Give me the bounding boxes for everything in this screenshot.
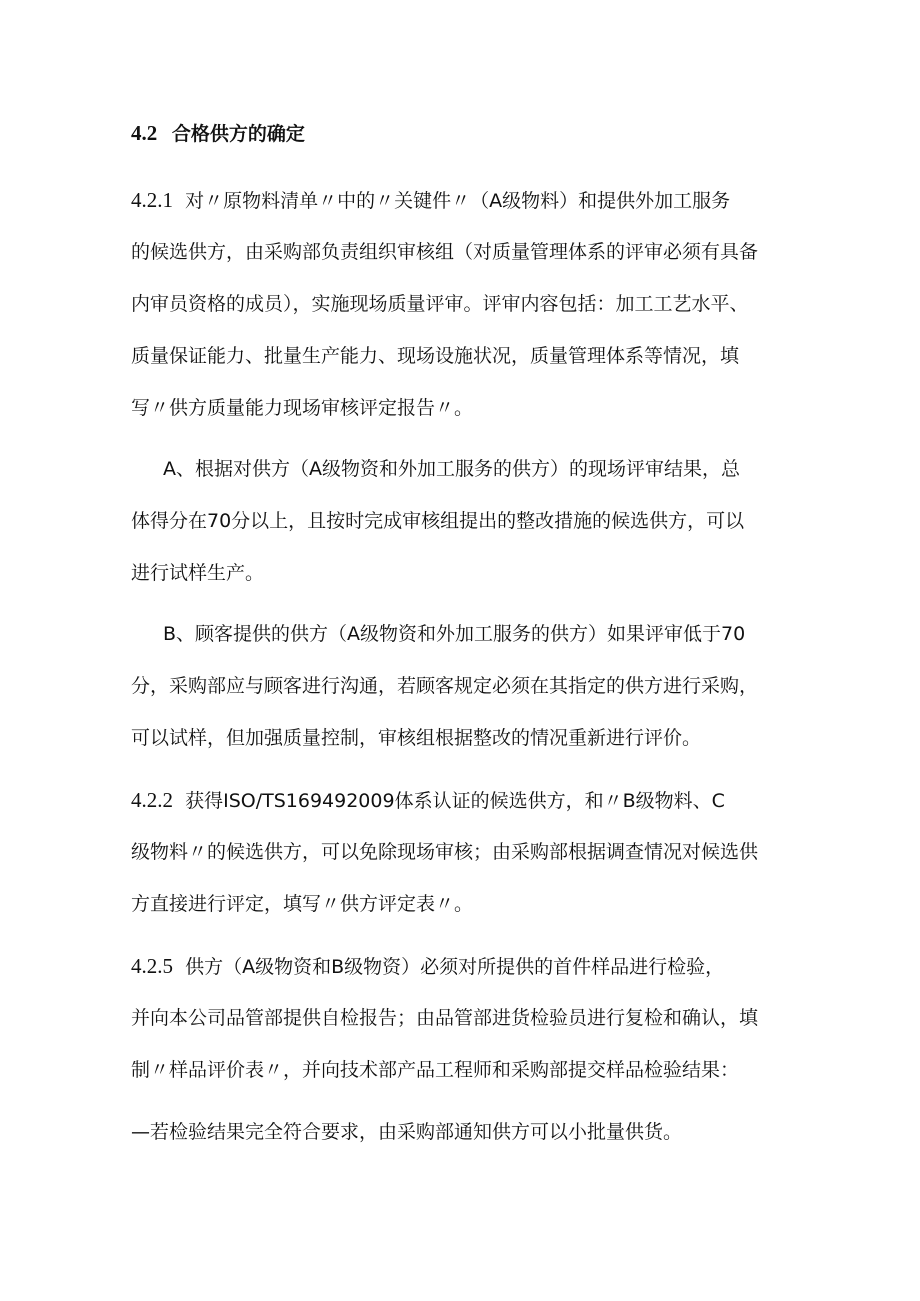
paragraph-line: 可以试样，但加强质量控制，审核组根据整改的情况重新进行评价。 xyxy=(131,727,702,749)
paragraph-4-2-1 xyxy=(131,174,811,434)
paragraph-line: 进行试样生产。 xyxy=(131,562,265,584)
paragraph-line: B、顾客提供的供方（A级物资和外加工服务的供方）如果评审低于70 xyxy=(163,623,746,645)
paragraph-dash xyxy=(131,1106,811,1158)
paragraph-line: A、根据对供方（A级物资和外加工服务的供方）的现场评审结果，总 xyxy=(163,458,740,480)
paragraph-line: 的候选供方，由采购部负责组织审核组（对质量管理体系的评审必须有具备 xyxy=(131,241,759,263)
paragraph-line: 4.2.1 对〃原物料清单〃中的〃关键件〃（A级物料）和提供外加工服务 xyxy=(131,188,731,212)
clause-number: 4.2.2 xyxy=(131,788,173,812)
paragraph-line: 并向本公司品管部提供自检报告；由品管部进货检验员进行复检和确认，填 xyxy=(131,1007,759,1029)
paragraph-line: 分，采购部应与顾客进行沟通，若顾客规定必须在其指定的供方进行采购， xyxy=(131,675,759,697)
paragraph-4-2-5 xyxy=(131,940,811,1096)
paragraph-line: 4.2.5 供方（A级物资和B级物资）必须对所提供的首件样品进行检验， xyxy=(131,954,725,978)
paragraph-line: 制〃样品评价表〃，并向技术部产品工程师和采购部提交样品检验结果： xyxy=(131,1059,740,1081)
section-heading xyxy=(131,118,305,149)
paragraph-b xyxy=(131,608,811,764)
paragraph-line: —若检验结果完全符合要求，由采购部通知供方可以小批量供货。 xyxy=(131,1121,683,1143)
section-title: 合格供方的确定 xyxy=(171,123,305,145)
paragraph-a xyxy=(131,443,811,599)
paragraph-line: 级物料〃的候选供方，可以免除现场审核；由采购部根据调查情况对候选供 xyxy=(131,841,759,863)
clause-number: 4.2.5 xyxy=(131,954,173,978)
clause-number: 4.2.1 xyxy=(131,188,173,212)
section-number: 4.2 xyxy=(131,121,158,145)
paragraph-line: 方直接进行评定，填写〃供方评定表〃。 xyxy=(131,893,474,915)
paragraph-line: 质量保证能力、批量生产能力、现场设施状况，质量管理体系等情况，填 xyxy=(131,345,740,367)
paragraph-line: 内审员资格的成员），实施现场质量评审。评审内容包括：加工工艺水平、 xyxy=(131,293,749,315)
paragraph-line: 写〃供方质量能力现场审核评定报告〃。 xyxy=(131,397,474,419)
paragraph-4-2-2 xyxy=(131,774,811,930)
paragraph-line: 4.2.2 获得ISO/TS169492009体系认证的候选供方，和〃B级物料、C xyxy=(131,788,725,812)
paragraph-line: 体得分在70分以上，且按时完成审核组提出的整改措施的候选供方，可以 xyxy=(131,510,745,532)
